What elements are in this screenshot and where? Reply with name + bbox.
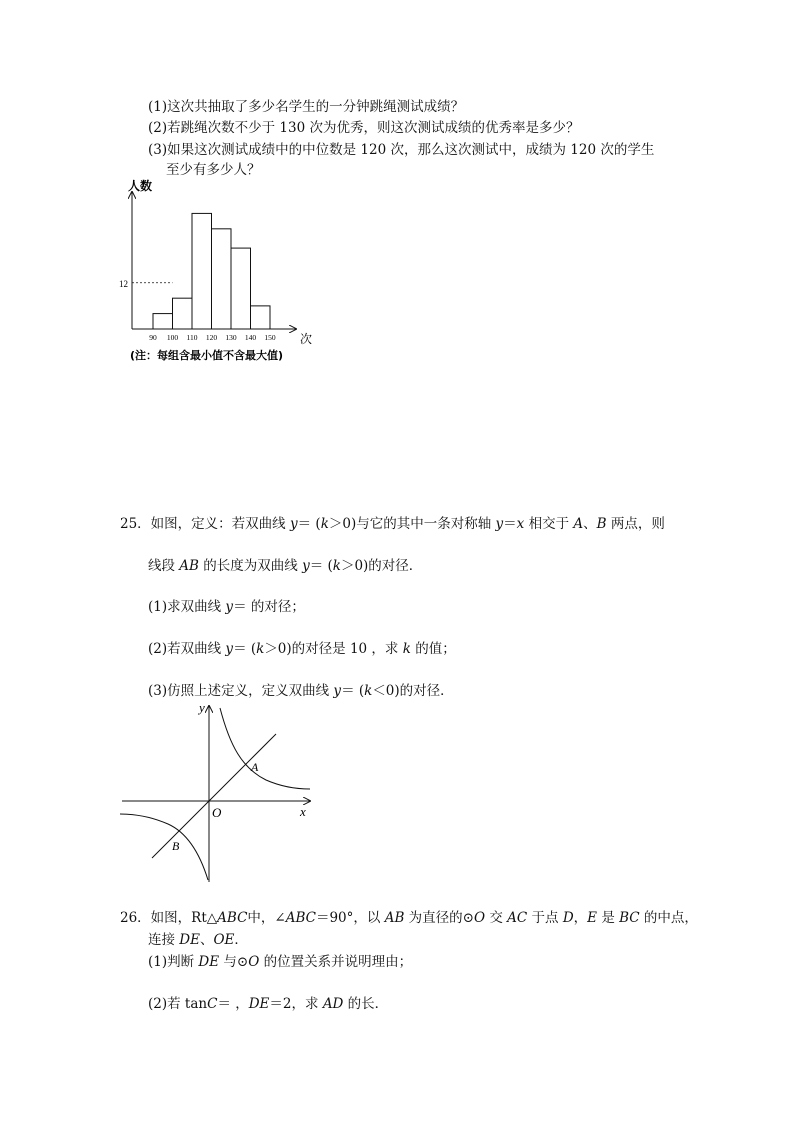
q24-sub2: (2)若跳绳次数不少于 130 次为优秀，则这次测试成绩的优秀率是多少？ xyxy=(148,120,580,136)
hyperbola-branch-lower-left xyxy=(120,814,208,880)
x-tick-label: 140 xyxy=(244,333,257,342)
x-tick-label: 110 xyxy=(186,333,198,342)
histogram-chart xyxy=(110,176,340,371)
line-y-equals-x xyxy=(152,734,276,858)
x-tick-label: 150 xyxy=(264,333,276,342)
histogram-bars xyxy=(153,213,270,329)
x-tick-label: 130 xyxy=(225,333,237,342)
y-tick-label: 12 xyxy=(119,278,128,289)
q26-sub2: (2)若 tanC＝ ，DE＝2，求 AD 的长． xyxy=(148,996,389,1012)
q26-line2: 连接 DE、OE． xyxy=(148,932,248,948)
q25-sub2: (2)若双曲线 y＝ (k＞0)的对径是 10 ，求 k 的值； xyxy=(148,641,456,657)
histogram-bar xyxy=(192,213,212,329)
q24-sub3-line2: 至少有多少人？ xyxy=(166,162,261,178)
q24-sub1: (1)这次共抽取了多少名学生的一分钟跳绳测试成绩？ xyxy=(148,99,465,115)
q26-line1: 26．如图，Rt△ABC中，∠ABC＝90°，以 AB 为直径的⊙O 交 AC 于点 D，E 是 BC 的中点， xyxy=(120,910,698,926)
q26-sub1: (1)判断 DE 与⊙O 的位置关系并说明理由； xyxy=(148,954,413,970)
histogram-bar xyxy=(153,314,173,329)
histogram-note: (注：每组含最小值不含最大值) xyxy=(130,349,284,362)
x-tick-label: 120 xyxy=(205,333,218,342)
q24-sub3-line1: (3)如果这次测试成绩中的中位数是 120 次，那么这次测试中，成绩为 120 次的学生 xyxy=(148,142,655,158)
q25-line1: 25．如图，定义：若双曲线 y＝ (k＞0)与它的其中一条对称轴 y＝x 相交于 A、B 两点，则 xyxy=(120,516,665,532)
x-tick-label: 90 xyxy=(149,333,157,342)
hyperbola-graph xyxy=(112,700,322,885)
histogram-bar xyxy=(173,298,193,329)
point-a-label: A xyxy=(251,760,259,774)
histogram-bar xyxy=(231,248,251,329)
q25-sub1: (1)求双曲线 y＝ 的对径； xyxy=(148,599,305,615)
x-tick-label: 100 xyxy=(166,333,179,342)
histogram-bar xyxy=(212,229,232,329)
origin-label: O xyxy=(212,805,222,820)
histogram-x-title: 次 xyxy=(300,332,313,346)
q25-line2: 线段 AB 的长度为双曲线 y＝ (k＞0)的对径． xyxy=(148,558,423,574)
x-axis-label: x xyxy=(300,804,306,819)
histogram-y-title: 人数 xyxy=(128,179,153,193)
point-b-label: B xyxy=(172,839,180,853)
q25-sub3: (3)仿照上述定义，定义双曲线 y＝ (k＜0)的对径． xyxy=(148,683,454,699)
histogram-bar xyxy=(251,306,271,329)
y-axis-label: y xyxy=(199,700,205,715)
